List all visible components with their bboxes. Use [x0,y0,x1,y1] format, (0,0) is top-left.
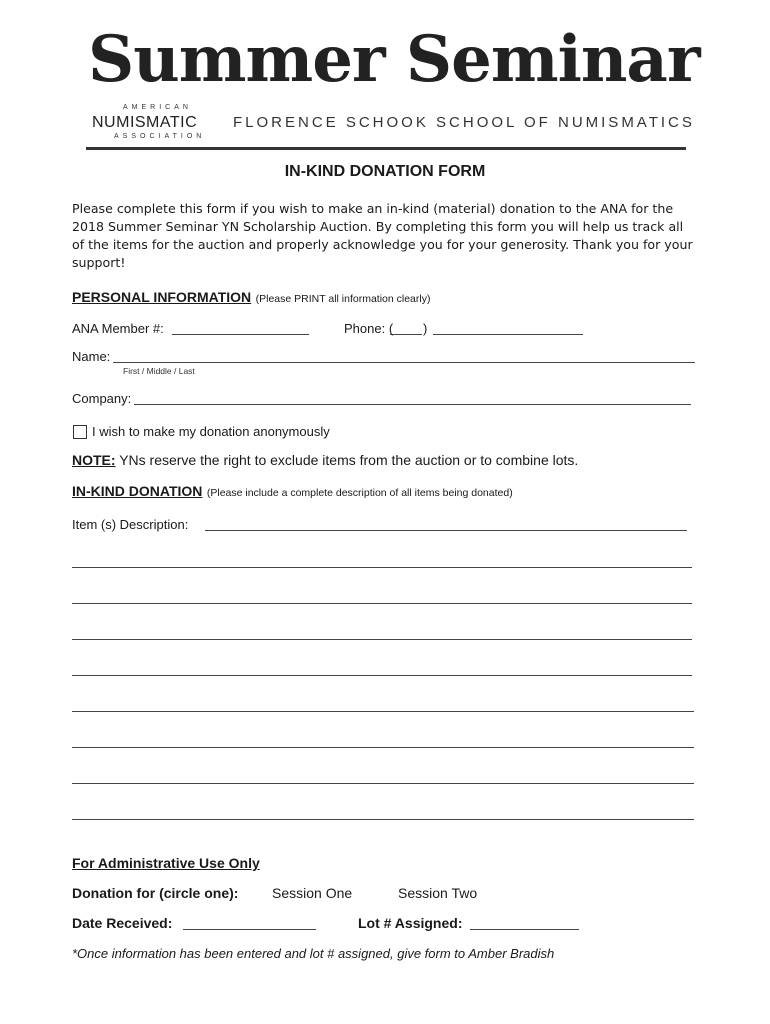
company-field[interactable] [134,404,691,405]
admin-footnote: *Once information has been entered and lot # assigned, give form to Amber Bradish [72,946,555,961]
school-name: FLORENCE SCHOOK SCHOOL OF NUMISMATICS [233,114,695,131]
header-title: Summer Seminar [88,22,700,97]
admin-heading: For Administrative Use Only [72,855,260,871]
description-field-line-7[interactable] [72,747,694,748]
description-field-line-6[interactable] [72,711,694,712]
inkind-heading: IN-KIND DONATION [72,483,203,499]
member-label: ANA Member #: [72,321,164,336]
header-divider [86,147,686,150]
name-label: Name: [72,349,111,364]
description-label: Item (s) Description: [72,517,189,532]
personal-section-header [72,289,430,307]
note-line [72,452,578,468]
note-text: YNs reserve the right to exclude items from the auction or to combine lots. [115,452,579,468]
donation-for-label: Donation for (circle one): [72,885,239,901]
session-two-option[interactable]: Session Two [398,885,478,901]
lot-assigned-field[interactable] [470,929,579,930]
lot-assigned-label: Lot # Assigned: [358,915,463,931]
date-received-label: Date Received: [72,915,173,931]
phone-label: Phone: ( [344,321,394,336]
inkind-section-header [72,483,513,501]
name-hint: First / Middle / Last [123,366,195,376]
intro-paragraph: Please complete this form if you wish to make an in-kind (material) donation to the ANA for the 2018 Summer Seminar YN Scholarship Auction. By completing this form you will help us track all of the items for the auction and properly acknowledge you for your generosity. Thank you for your support! [72,201,693,270]
personal-heading: PERSONAL INFORMATION [72,289,252,305]
ana-logo-main: NUMISMATIC [92,114,198,131]
description-field-line-4[interactable] [72,639,692,640]
description-field-line-5[interactable] [72,675,692,676]
session-one-option[interactable]: Session One [272,885,353,901]
inkind-note: (Please include a complete description of all items being donated) [206,487,513,499]
description-field-line-8[interactable] [72,783,694,784]
member-number-field[interactable] [172,334,309,335]
phone-area-code-field[interactable] [390,334,422,335]
description-field-line-2[interactable] [72,567,692,568]
description-field-line-1[interactable] [205,530,687,531]
name-field[interactable] [113,362,695,363]
description-field-line-3[interactable] [72,603,692,604]
ana-logo-top: AMERICAN [123,104,192,111]
personal-note: (Please PRINT all information clearly) [255,293,431,305]
note-label: NOTE: [72,452,116,468]
anonymous-checkbox[interactable] [73,425,87,439]
ana-logo-bottom: ASSOCIATION [114,133,206,140]
company-label: Company: [72,391,132,406]
description-field-line-9[interactable] [72,819,694,820]
anonymous-label: I wish to make my donation anonymously [92,424,330,439]
phone-paren: ) [423,321,428,336]
date-received-field[interactable] [183,929,316,930]
phone-number-field[interactable] [433,334,583,335]
form-title: IN-KIND DONATION FORM [284,163,486,180]
